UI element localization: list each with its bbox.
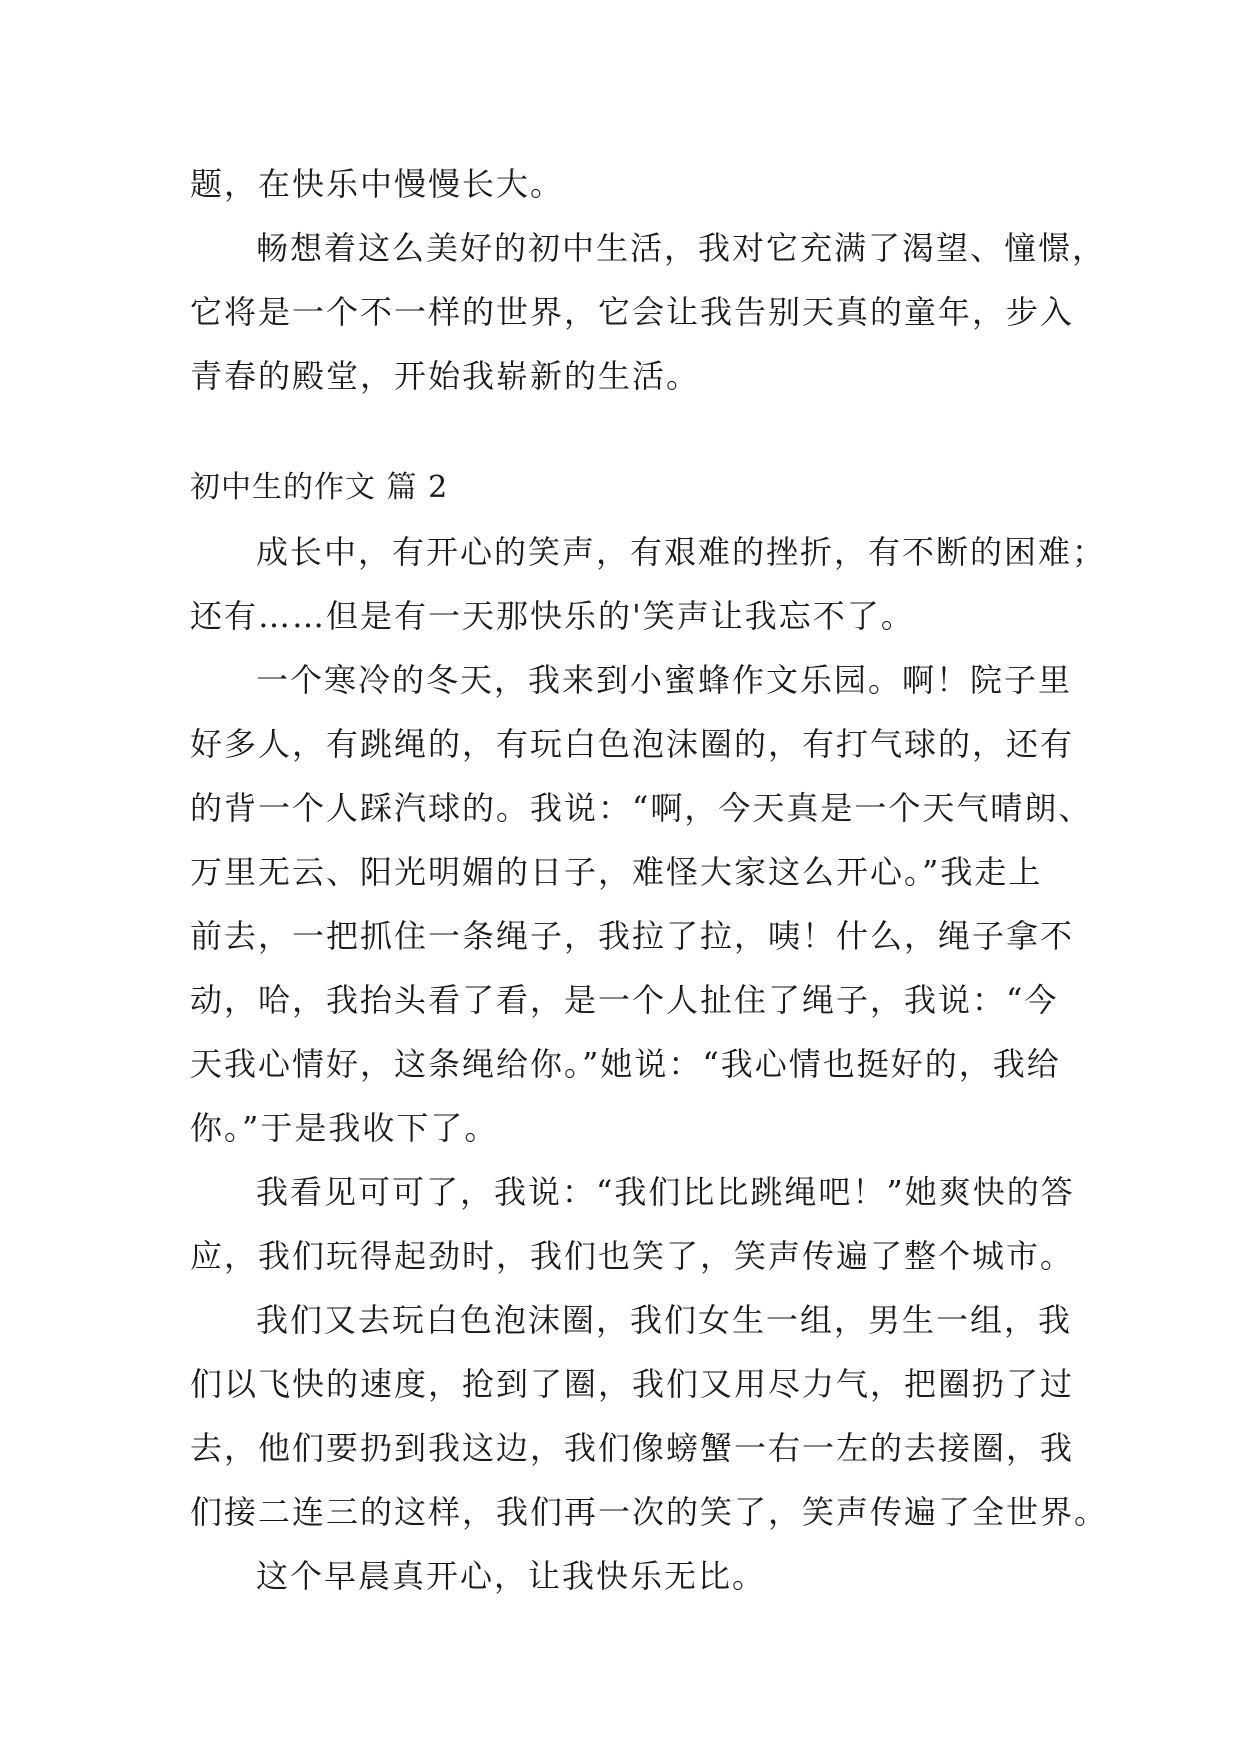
text-line: 应，我们玩得起劲时，我们也笑了，笑声传遍了整个城市。 bbox=[190, 1237, 1075, 1275]
text-line: 它将是一个不一样的世界，它会让我告别天真的童年，步入 bbox=[190, 293, 1075, 331]
text-line: 畅想着这么美好的初中生活，我对它充满了渴望、憧憬， bbox=[256, 229, 1107, 267]
text-line: 这个早晨真开心，让我快乐无比。 bbox=[256, 1557, 767, 1595]
text-line: 前去，一把抓住一条绳子，我拉了拉，咦！什么，绳子拿不 bbox=[190, 917, 1075, 955]
paragraph bbox=[190, 648, 1093, 1160]
paragraph bbox=[190, 1288, 1109, 1544]
text-line: 们以飞快的速度，抢到了圈，我们又用尽力气，把圈扔了过 bbox=[190, 1365, 1075, 1403]
text-line: 我们又去玩白色泡沫圈，我们女生一组，男生一组，我 bbox=[256, 1301, 1073, 1339]
paragraph-continuation bbox=[190, 152, 1070, 216]
text-line: 青春的殿堂，开始我崭新的生活。 bbox=[190, 357, 701, 395]
paragraph bbox=[190, 1160, 1075, 1288]
paragraph bbox=[190, 216, 1107, 408]
section-heading: 初中生的作文 篇 2 bbox=[190, 470, 449, 505]
text-line: 的背一个人踩汽球的。我说：“啊，今天真是一个天气晴朗、 bbox=[190, 789, 1093, 827]
text-line: 去，他们要扔到我这边，我们像螃蟹一右一左的去接圈，我 bbox=[190, 1429, 1075, 1467]
text-line: 天我心情好，这条绳给你。”她说：“我心情也挺好的，我给 bbox=[190, 1045, 1061, 1083]
text-line: 一个寒冷的冬天，我来到小蜜蜂作文乐园。啊！院子里 bbox=[256, 661, 1073, 699]
text-line: 们接二连三的这样，我们再一次的笑了，笑声传遍了全世界。 bbox=[190, 1493, 1109, 1531]
text-line: 动，哈，我抬头看了看，是一个人扯住了绳子，我说：“今 bbox=[190, 981, 1059, 1019]
text-line: 还有……但是有一天那快乐的'笑声让我忘不了。 bbox=[190, 597, 915, 635]
document-body bbox=[190, 152, 1109, 1608]
text-line: 题，在快乐中慢慢长大。 bbox=[190, 165, 565, 203]
paragraph bbox=[190, 1544, 1070, 1608]
text-line: 你。”于是我收下了。 bbox=[190, 1109, 499, 1147]
section-spacer bbox=[190, 408, 1070, 456]
text-line: 我看见可可了，我说：“我们比比跳绳吧！”她爽快的答 bbox=[256, 1173, 1075, 1211]
text-line: 成长中，有开心的笑声，有艰难的挫折，有不断的困难； bbox=[256, 533, 1107, 571]
text-line: 好多人，有跳绳的，有玩白色泡沫圈的，有打气球的，还有 bbox=[190, 725, 1075, 763]
paragraph bbox=[190, 520, 1107, 648]
text-line: 万里无云、阳光明媚的日子，难怪大家这么开心。”我走上 bbox=[190, 853, 1043, 891]
